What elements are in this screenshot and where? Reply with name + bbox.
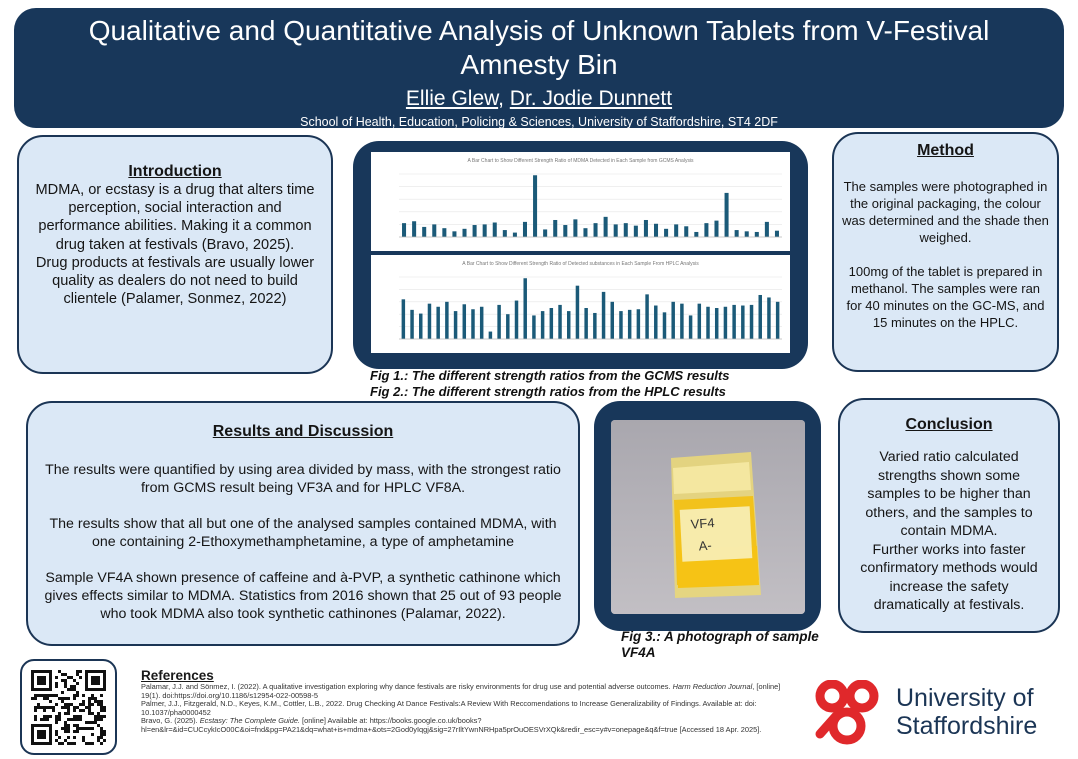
bar xyxy=(654,306,657,339)
introduction-panel xyxy=(17,135,333,374)
introduction-paragraph-1: MDMA, or ecstasy is a drug that alters time perception, social interaction and performance abilities. Making it a common drug taken at festivals (Bravo, 2025). xyxy=(35,182,315,253)
photo-panel xyxy=(594,401,821,631)
poster-title: Qualitative and Quantitative Analysis of Unknown Tablets from V-Festival Amnesty Bin xyxy=(88,15,990,80)
bar xyxy=(755,232,759,237)
bar xyxy=(402,223,406,237)
bar xyxy=(541,311,544,339)
bar xyxy=(402,299,405,339)
bar xyxy=(664,229,668,237)
bar xyxy=(706,307,709,339)
bar xyxy=(432,224,436,237)
bar xyxy=(480,307,483,339)
bar xyxy=(765,222,769,237)
bar xyxy=(584,308,587,339)
gcms-bar-chart xyxy=(371,152,790,251)
bar xyxy=(732,305,735,339)
bar xyxy=(523,278,526,339)
results-panel xyxy=(26,401,580,646)
reference-1: Palamar, J.J. and Sönmez, I. (2022). A qualitative investigation exploring why dance festivals are risky environments for drug use and potential adverse outcomes. Harm Reduction Journal, [online] 19(1). doi:https://doi.org/10.1186/s12954-022-00598-5 xyxy=(141,682,781,700)
bar xyxy=(644,220,648,237)
figure-captions xyxy=(370,368,770,400)
bar xyxy=(436,307,439,339)
bar xyxy=(611,302,614,339)
bar xyxy=(604,217,608,237)
bar xyxy=(637,309,640,339)
bar xyxy=(422,227,426,237)
bar xyxy=(473,225,477,237)
bar xyxy=(463,304,466,339)
bar xyxy=(602,292,605,339)
bar xyxy=(694,232,698,237)
bar xyxy=(513,233,517,237)
affiliation: School of Health, Education, Policing & Sciences, University of Staffordshire, ST4 2DF xyxy=(300,115,778,129)
results-paragraph-1: The results were quantified by using area divided by mass, with the strongest ratio from GCMS result being VF3A and for HPLC VF8A. xyxy=(45,462,561,496)
bar xyxy=(775,231,779,237)
bar xyxy=(428,304,431,339)
bar xyxy=(454,311,457,339)
reference-3: Bravo, G. (2025). Ecstasy: The Complete Guide. [online] Available at: https://books.google.co.uk/books?hl=en&lr=&id=CUCcykIcO00C&oi=fnd&pg=PA21&dq=what+is+mdma+&ots=2God0yIqgj&sig=27rIltYwnNRHpa5prOuOESVrXQk&redir_esc=y#v=onepage&q&f=true [Accessed 18 Apr. 2025]. xyxy=(141,716,762,734)
bar xyxy=(515,301,518,339)
gcms-chart xyxy=(371,152,790,251)
bar xyxy=(442,228,446,237)
bar xyxy=(628,310,631,339)
method-heading: Method xyxy=(917,142,974,159)
chart-title: A Bar Chart to Show Different Strength Ratio of MDMA Detected in Each Sample from GCMS Analysis xyxy=(467,158,694,164)
bar xyxy=(506,314,509,339)
results-paragraph-3: Sample VF4A shown presence of caffeine and à-PVP, a synthetic cathinone which gives effects similar to MDMA. Statistics from 2016 shown that 25 out of 93 people who took MDMA also took synthetic cathinones (Palamar, 2022). xyxy=(44,570,562,622)
bar xyxy=(674,224,678,237)
bar xyxy=(532,315,535,339)
bar xyxy=(767,297,770,339)
university-logo xyxy=(810,678,1072,748)
bar xyxy=(445,302,448,339)
bar xyxy=(663,312,666,339)
bar xyxy=(573,219,577,237)
bar xyxy=(624,223,628,237)
bar xyxy=(714,221,718,237)
figure-1-caption: Fig 1.: The different strength ratios from the GCMS results xyxy=(370,368,730,383)
bar xyxy=(489,332,492,339)
bar xyxy=(558,305,561,339)
bar xyxy=(735,230,739,237)
chart-title: A Bar Chart to Show Different Strength Ratio of Detected substances in Each Sample From HPLC Analysis xyxy=(462,261,699,267)
photo-label-line-2: A- xyxy=(698,537,713,554)
bar xyxy=(724,307,727,339)
bar xyxy=(704,223,708,237)
title-banner xyxy=(14,8,1064,128)
charts-panel xyxy=(353,141,808,369)
bar xyxy=(758,295,761,339)
conclusion-paragraph-2: Further works into faster confirmatory methods would increase the safety dramatically at festivals. xyxy=(860,541,1038,613)
hplc-chart xyxy=(371,255,790,353)
bar xyxy=(594,223,598,237)
method-paragraph-2: 100mg of the tablet is prepared in methanol. The samples were ran for 40 minutes on the GC-MS, and 15 minutes on the HPLC. xyxy=(846,264,1045,330)
bar xyxy=(543,229,547,237)
reference-2: Palmer, J.J., Fitzgerald, N.D., Keyes, K.M., Cottler, L.B., 2022. Drug Checking At Dance Festivals:A Review With Reccomendations to Increase Generalizability of Findings. Available at: doi: 10.1037/pha0000452 xyxy=(141,699,757,717)
references-heading: References xyxy=(141,668,214,683)
bar xyxy=(698,304,701,339)
logo-line-1: University of xyxy=(896,684,1034,712)
author-jodie-dunnett: Dr. Jodie Dunnett xyxy=(509,87,673,110)
qr-code-icon xyxy=(22,661,115,753)
qr-code[interactable] xyxy=(20,659,117,755)
conclusion-paragraph-1: Varied ratio calculated strengths shown some samples to be higher than others, and the samples to contain MDMA. xyxy=(865,449,1033,539)
sample-photo xyxy=(611,420,805,614)
photo-label-line-1: VF4 xyxy=(690,515,716,532)
conclusion-panel xyxy=(838,398,1060,633)
bar xyxy=(483,224,487,237)
method-panel xyxy=(832,132,1059,372)
bar xyxy=(750,305,753,339)
bar xyxy=(533,175,537,237)
bar xyxy=(654,224,658,237)
bar xyxy=(550,308,553,339)
bar xyxy=(671,302,674,339)
bar xyxy=(471,309,474,339)
bar xyxy=(645,294,648,339)
bar xyxy=(684,226,688,237)
bar xyxy=(614,224,618,237)
bar xyxy=(410,310,413,339)
bar xyxy=(563,225,567,237)
introduction-paragraph-2: Drug products at festivals are usually lower quality as dealers do not need to build clientele (Palamer, Sonmez, 2022) xyxy=(35,254,315,308)
bar xyxy=(412,221,416,237)
bar xyxy=(776,302,779,339)
results-paragraph-2: The results show that all but one of the analysed samples contained MDMA, with one containing 2-Ethoxymethamphetamine, a type of amphetamine xyxy=(49,516,557,550)
bar xyxy=(689,315,692,339)
figure-2-caption: Fig 2.: The different strength ratios from the HPLC results xyxy=(370,384,726,399)
bar xyxy=(725,193,729,237)
author-ellie-glew: Ellie Glew xyxy=(405,87,499,110)
bar xyxy=(741,306,744,339)
bar xyxy=(583,228,587,237)
bar xyxy=(634,226,638,237)
conclusion-heading: Conclusion xyxy=(905,416,993,433)
bar xyxy=(503,230,507,237)
bar xyxy=(576,286,579,339)
bar xyxy=(462,229,466,237)
bar xyxy=(497,305,500,339)
method-paragraph-1: The samples were photographed in the original packaging, the colour was determined and the shade then weighed. xyxy=(842,179,1049,245)
logo-text xyxy=(896,684,1037,740)
bar xyxy=(593,313,596,339)
bar xyxy=(523,222,527,237)
results-heading: Results and Discussion xyxy=(212,423,394,440)
bar xyxy=(680,304,683,339)
staffordshire-knot-icon xyxy=(810,680,884,746)
bar xyxy=(419,314,422,339)
hplc-bar-chart xyxy=(371,255,790,353)
introduction-heading: Introduction xyxy=(128,163,222,180)
bar xyxy=(553,220,557,237)
bar xyxy=(493,223,497,237)
logo-line-2: Staffordshire xyxy=(896,712,1038,740)
bar xyxy=(745,231,749,237)
bar xyxy=(567,311,570,339)
tablet-bag-image xyxy=(611,420,805,614)
bar xyxy=(715,308,718,339)
references-section xyxy=(141,668,793,735)
authors: Ellie Glew, Dr. Jodie Dunnett xyxy=(405,87,673,110)
bar xyxy=(452,231,456,237)
figure-3-caption: Fig 3.: A photograph of sample VF4A xyxy=(621,629,819,660)
bar xyxy=(619,311,622,339)
